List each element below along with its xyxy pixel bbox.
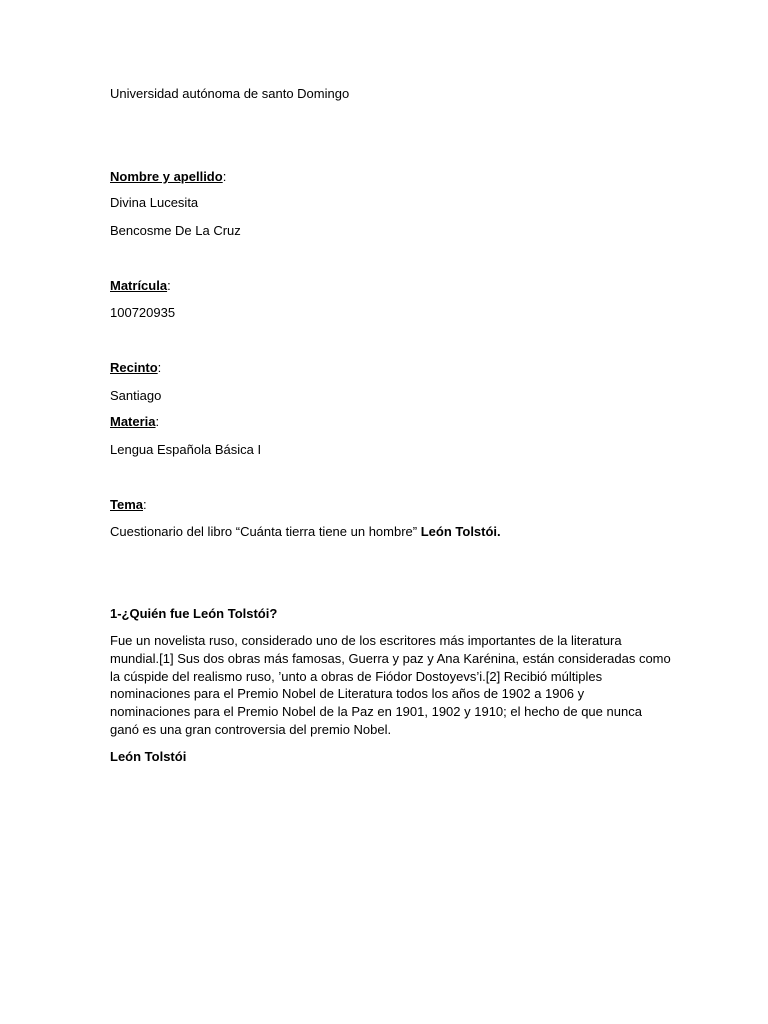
tema-value: Cuestionario del libro “Cuánta tierra tiene un hombre” — [110, 524, 418, 539]
recinto-label: Recinto — [110, 360, 158, 375]
name-label-row: Nombre y apellido: — [110, 169, 227, 184]
materia-label: Materia — [110, 414, 156, 429]
recinto-value: Santiago — [110, 388, 162, 403]
answer-line: mundial.[1] Sus dos obras más famosas, Guerra y paz y Ana Karénina, están consideradas como — [110, 650, 671, 666]
name-line-2: Bencosme De La Cruz — [110, 223, 241, 238]
materia-value: Lengua Española Básica I — [110, 442, 262, 457]
answer-line: ganó es una gran controversia del premio Nobel. — [110, 721, 392, 737]
answer-line: nominaciones para el Premio Nobel de la Paz en 1901, 1902 y 1910; el hecho de que nunca — [110, 704, 642, 720]
tema-label: Tema — [110, 497, 143, 512]
signature: León Tolstói — [110, 749, 187, 764]
tema-value-row — [110, 524, 501, 540]
name-line-1: Divina Lucesita — [110, 195, 199, 210]
tema-label-row: Tema: — [110, 497, 147, 512]
answer-line: Fue un novelista ruso, considerado uno de los escritores más importantes de la literatura — [110, 633, 622, 648]
university-name: Universidad autónoma de santo Domingo — [110, 86, 350, 101]
matricula-value: 100720935 — [110, 305, 176, 320]
materia-label-row: Materia: — [110, 414, 160, 429]
recinto-label-row: Recinto: — [110, 360, 162, 375]
tema-author: León Tolstói. — [420, 524, 501, 539]
answer-paragraph — [110, 632, 670, 739]
matricula-label-row: Matrícula: — [110, 278, 171, 293]
matricula-label: Matrícula — [110, 278, 168, 293]
answer-line: la cúspide del realismo ruso, ’unto a obras de Fiódor Dostoyevs’i.[2] Recibió múltiples — [110, 668, 603, 684]
answer-line: nominaciones para el Premio Nobel de Literatura todos los años de 1902 a 1906 y — [110, 686, 585, 702]
name-label: Nombre y apellido — [110, 169, 223, 184]
question-heading: 1-¿Quién fue León Tolstói? — [110, 606, 278, 621]
